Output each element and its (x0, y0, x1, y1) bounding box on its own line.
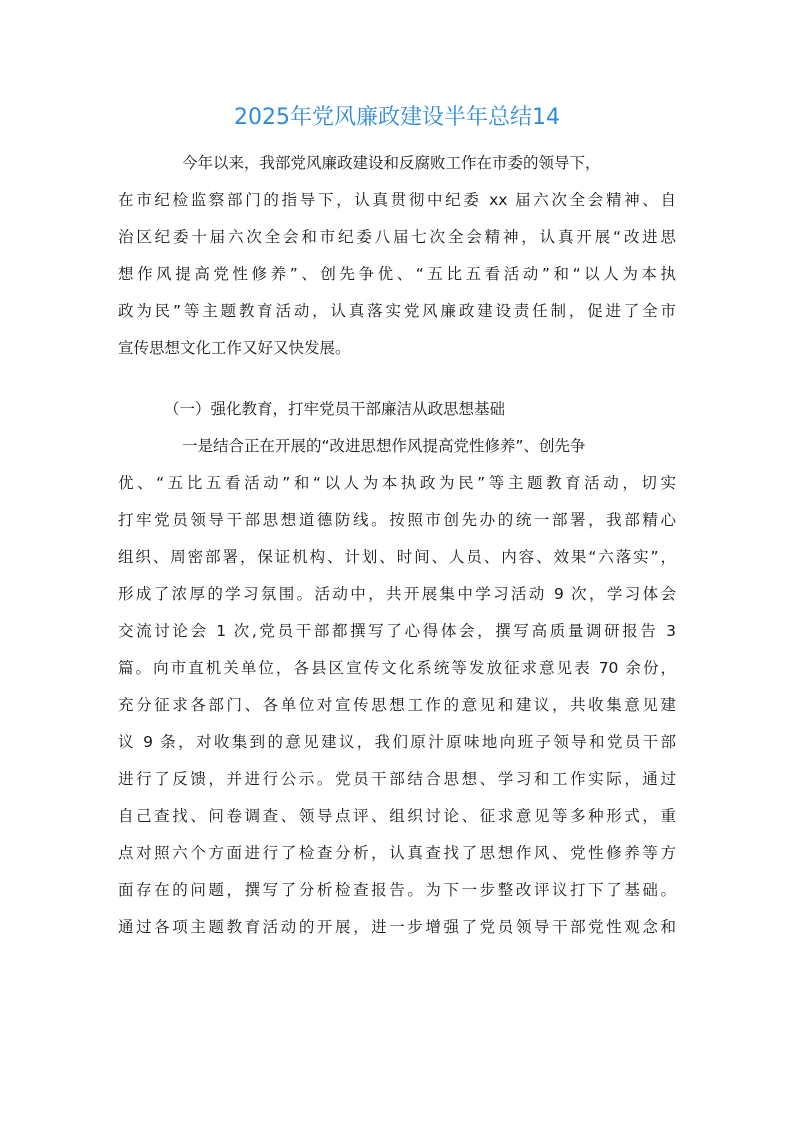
section-heading-text: （一）强化教育，打牢党员干部廉洁从政思想基础 (164, 400, 506, 418)
paragraph-line: 点对照六个方面进行了检查分析，认真查找了思想作风、党性修养等方 (118, 844, 676, 862)
paragraph-line: 进行了反馈，并进行公示。党员干部结合思想、学习和工作实际，通过 (118, 770, 676, 788)
paragraph-line: 篇。向市直机关单位，各县区宣传文化系统等发放征求意见表 70 余份， (118, 659, 676, 677)
paragraph-line: 打牢党员领导干部思想道德防线。按照市创先办的统一部署，我部精心 (118, 511, 676, 529)
paragraph-line: 自己查找、问卷调查、领导点评、组织讨论、征求意见等多种形式，重 (118, 807, 676, 825)
paragraph-intro (118, 145, 676, 367)
paragraph-line: 充分征求各部门、各单位对宣传思想工作的意见和建议，共收集意见建 (118, 696, 676, 714)
paragraph-line: 治区纪委十届六次全会和市纪委八届七次全会精神，认真开展“改进思 (118, 228, 676, 246)
paragraph-line: 想作风提高党性修养”、创先争优、“五比五看活动”和“以人为本执 (118, 265, 676, 283)
paragraph-line: 议 9 条，对收集到的意见建议，我们原汁原味地向班子领导和党员干部 (118, 733, 676, 751)
paragraph-line: 今年以来，我部党风廉政建设和反腐败工作在市委的领导下， (182, 154, 601, 172)
paragraph-line: 组织、周密部署，保证机构、计划、时间、人员、内容、效果“六落实”， (118, 548, 676, 566)
paragraph-line: 宣传思想文化工作又好又快发展。 (118, 339, 351, 357)
document-title: 2025年党风廉政建设半年总结14 (234, 105, 560, 130)
paragraph-line: 在市纪检监察部门的指导下，认真贯彻中纪委 xx 届六次全会精神、自 (118, 191, 676, 209)
paragraph-line: 优、“五比五看活动”和“以人为本执政为民”等主题教育活动，切实 (118, 474, 676, 492)
paragraph-line: 一是结合正在开展的“改进思想作风提高党性修养”、创先争 (182, 437, 586, 455)
paragraph-line: 交流讨论会 1 次,党员干部都撰写了心得体会，撰写高质量调研报告 3 (118, 622, 676, 640)
paragraph-line: 政为民”等主题教育活动，认真落实党风廉政建设责任制，促进了全市 (118, 302, 676, 320)
paragraph-line: 形成了浓厚的学习氛围。活动中，共开展集中学习活动 9 次，学习体会 (118, 585, 676, 603)
paragraph-line: 面存在的问题，撰写了分析检查报告。为下一步整改评议打下了基础。 (118, 881, 676, 899)
paragraph-line: 通过各项主题教育活动的开展，进一步增强了党员领导干部党性观念和 (118, 918, 676, 936)
section-heading (118, 391, 676, 428)
paragraph-education (118, 428, 676, 946)
